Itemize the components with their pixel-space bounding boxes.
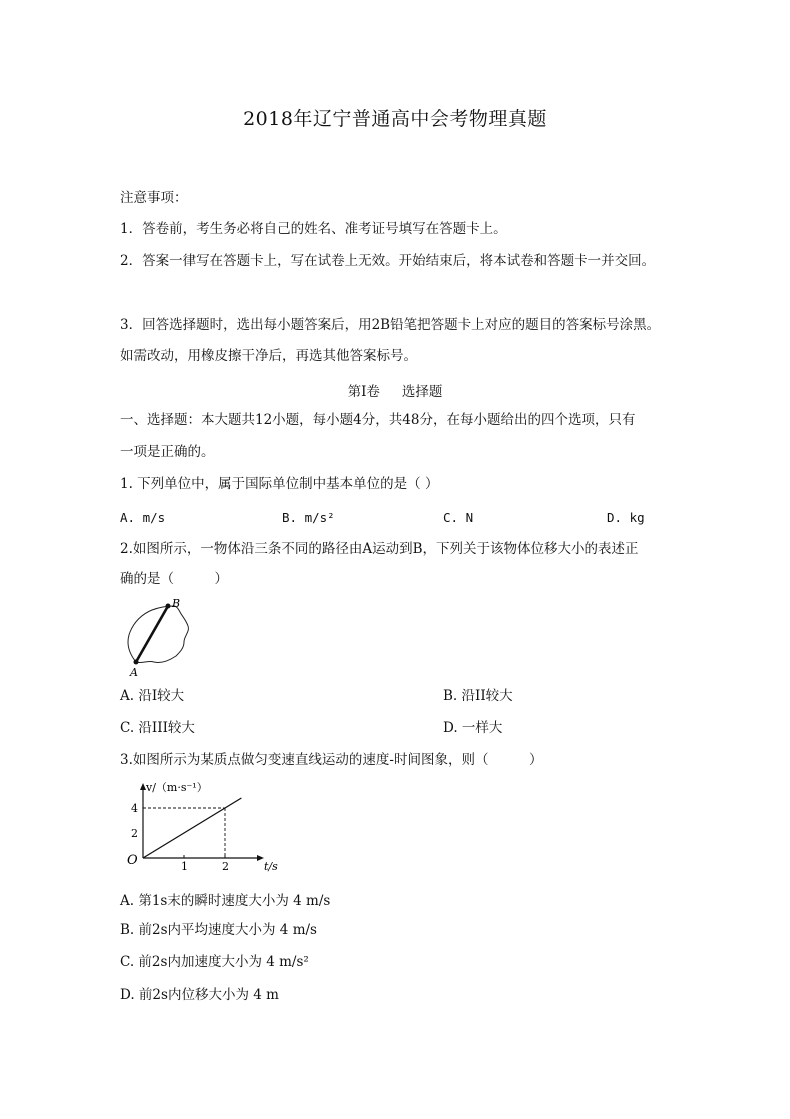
q2-stem-line-2: 确的是（ ） [120,571,228,587]
x-axis-arrow [257,855,264,861]
section-part: 第I卷 [347,384,380,400]
q2-option-d: D. 一样大 [443,720,503,736]
q3-option-c: C. 前2s内加速度大小为 4 m/s² [120,954,309,970]
path-ii [136,606,168,662]
section-heading [0,380,790,400]
velocity-line [143,798,241,858]
y-tick-label: 2 [131,827,138,840]
notice-item-1: 1．答卷前，考生务必将自己的姓名、准考证号填写在答题卡上。 [120,221,507,237]
q3-option-a: A. 第1s末的瞬时速度大小为 4 m/s [120,893,331,909]
q1-option-d: D. kg [607,510,645,525]
notice-item-3-line-1: 3．回答选择题时，选出每小题答案后，用2B铅笔把答题卡上对应的题目的答案标号涂黑。 [120,317,661,333]
section-name: 选择题 [401,384,443,400]
point-a [134,660,139,665]
q1-option-b: B. m/s² [282,510,335,525]
document-title: 2018年辽宁普通高中会考物理真题 [243,108,547,130]
q1-option-c: C. N [443,510,474,525]
q2-stem-line-1: 2.如图所示，一物体沿三条不同的路径由A运动到B，下列关于该物体位移大小的表述正 [120,541,639,557]
x-tick-label: 1 [181,860,188,873]
y-tick-label: 4 [131,802,138,815]
q3-option-b: B. 前2s内平均速度大小为 4 m/s [120,922,317,938]
notice-item-3-line-2: 如需改动，用橡皮擦干净后，再选其他答案标号。 [120,348,417,364]
q2-option-c: C. 沿III较大 [120,720,195,736]
x-axis-label: t/s [264,860,278,873]
instructions-line-2: 一项是正确的。 [120,444,215,460]
q1-option-a: A. m/s [120,510,166,525]
x-tick-label: 2 [222,860,229,873]
q2-paths-figure [118,598,198,678]
y-axis-label: v/（m·s⁻¹） [146,781,208,794]
label-b: B [172,598,181,610]
q2-option-b: B. 沿II较大 [443,688,513,704]
q3-velocity-time-graph [115,778,290,878]
label-a: A [130,666,138,678]
point-b [166,604,171,609]
q2-option-a: A. 沿I较大 [120,688,185,704]
instructions-line-1: 一、选择题：本大题共12小题，每小题4分，共48分，在每小题给出的四个选项，只有 [120,412,636,428]
q3-option-d: D. 前2s内位移大小为 4 m [120,987,279,1003]
origin-label: O [127,853,138,868]
q1-stem: 1. 下列单位中，属于国际单位制中基本单位的是（ ） [120,476,439,492]
q3-stem: 3.如图所示为某质点做匀变速直线运动的速度-时间图象，则（ ） [120,752,543,768]
notice-heading: 注意事项： [120,190,188,206]
notice-item-2: 2．答案一律写在答题卡上，写在试卷上无效。开始结束后，将本试卷和答题卡一并交回。 [120,253,656,269]
